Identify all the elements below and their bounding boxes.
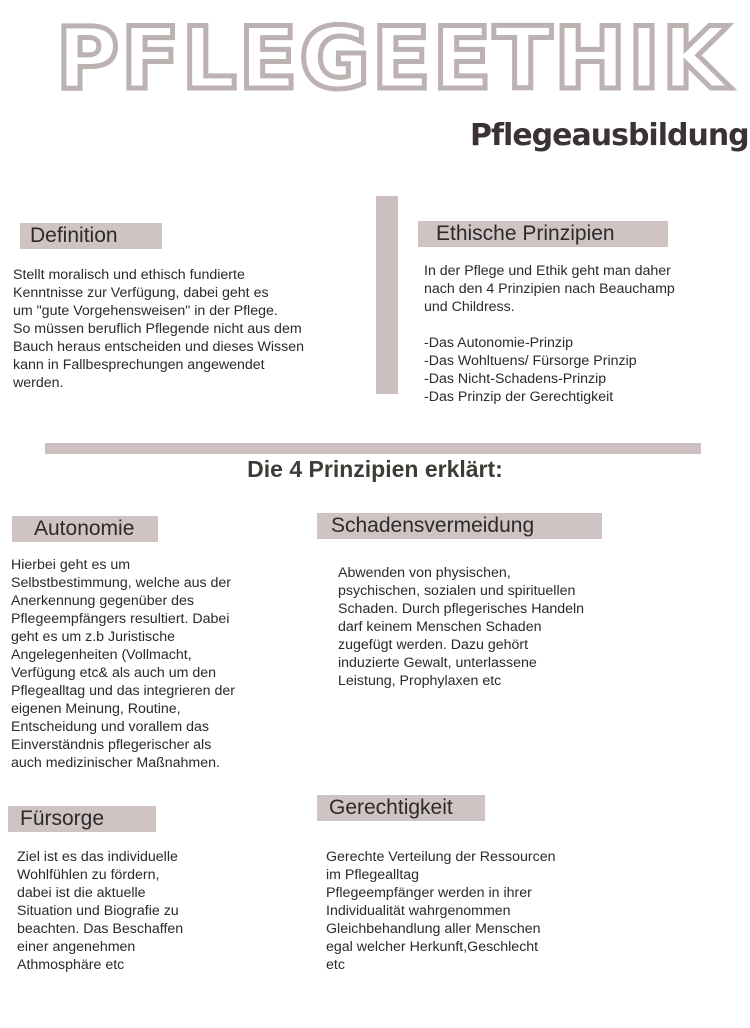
- text-line: einer angenehmen: [17, 939, 136, 955]
- text-line: In der Pflege und Ethik geht man daher: [424, 263, 671, 279]
- text-line: zugefügt werden. Dazu gehört: [338, 637, 529, 653]
- text-line: Angelegenheiten (Vollmacht,: [11, 647, 192, 663]
- text-line: kann in Fallbesprechungen angewendet: [13, 357, 265, 373]
- text-line: Gerechte Verteilung der Ressourcen: [326, 849, 556, 865]
- list-item: -Das Autonomie-Prinzip: [424, 335, 574, 351]
- text-line: Pflegeempfänger werden in ihrer: [326, 885, 532, 901]
- list-item: -Das Nicht-Schadens-Prinzip: [424, 371, 607, 387]
- text-line: Leistung, Prophylaxen etc: [338, 673, 502, 689]
- text-line: Abwenden von physischen,: [338, 565, 511, 581]
- text-line: eigenen Meinung, Routine,: [11, 701, 181, 717]
- autonomie-text: [11, 556, 301, 772]
- gerechtigkeit-text: [326, 848, 626, 974]
- list-item: -Das Prinzip der Gerechtigkeit: [424, 389, 614, 405]
- text-line: im Pflegealltag: [326, 867, 420, 883]
- gerechtigkeit-label: Gerechtigkeit: [317, 795, 485, 821]
- text-line: Einverständnis pflegerischer als: [11, 737, 212, 753]
- fuersorge-label: Fürsorge: [8, 806, 156, 832]
- schaden-label: Schadensvermeidung: [317, 513, 602, 539]
- text-line: Selbstbestimmung, welche aus der: [11, 575, 232, 591]
- text-line: auch medizinischer Maßnahmen.: [11, 755, 220, 771]
- page-subtitle: Pflegeausbildung: [470, 118, 749, 153]
- text-line: geht es um z.b Juristische: [11, 629, 176, 645]
- text-line: um "gute Vorgehensweisen" in der Pflege.: [13, 303, 278, 319]
- text-line: egal welcher Herkunft,Geschlecht: [326, 939, 539, 955]
- list-item: -Das Wohltuens/ Fürsorge Prinzip: [424, 353, 637, 369]
- vertical-divider: [376, 196, 398, 394]
- text-line: beachten. Das Beschaffen: [17, 921, 184, 937]
- text-line: Situation und Biografie zu: [17, 903, 179, 919]
- text-line: psychischen, sozialen und spirituellen: [338, 583, 576, 599]
- text-line: darf keinem Menschen Schaden: [338, 619, 542, 635]
- text-line: Bauch heraus entscheiden und dieses Wissen: [13, 339, 305, 355]
- text-line: Individualität wahrgenommen: [326, 903, 511, 919]
- text-line: Hierbei geht es um: [11, 557, 131, 573]
- text-line: So müssen beruflich Pflegende nicht aus dem: [13, 321, 302, 337]
- definition-text: [13, 266, 343, 392]
- text-line: Pflegeempfängers resultiert. Dabei: [11, 611, 230, 627]
- text-line: dabei ist die aktuelle: [17, 885, 146, 901]
- definition-label: Definition: [20, 223, 162, 249]
- text-line: Entscheidung und vorallem das: [11, 719, 209, 735]
- text-line: Schaden. Durch pflegerisches Handeln: [338, 601, 585, 617]
- section-heading: Die 4 Prinzipien erklärt:: [247, 456, 503, 482]
- text-line: werden.: [13, 375, 64, 391]
- horizontal-divider: [45, 443, 701, 454]
- text-line: Athmosphäre etc: [17, 957, 125, 973]
- text-line: Wohlfühlen zu fördern,: [17, 867, 160, 883]
- text-line: Verfügung etc& als auch um den: [11, 665, 217, 681]
- schaden-text: [338, 564, 638, 690]
- ethics-label: Ethische Prinzipien: [418, 221, 668, 247]
- text-line: etc: [326, 957, 345, 973]
- text-line: nach den 4 Prinzipien nach Beauchamp: [424, 281, 675, 297]
- text-line: Gleichbehandlung aller Menschen: [326, 921, 541, 937]
- text-line: Kenntnisse zur Verfügung, dabei geht es: [13, 285, 269, 301]
- ethics-list: [424, 334, 724, 406]
- text-line: induzierte Gewalt, unterlassene: [338, 655, 537, 671]
- page-title: PFLEGEETHIK: [56, 9, 731, 109]
- text-line: Pflegealltag und das integrieren der: [11, 683, 236, 699]
- ethics-text: [424, 262, 724, 316]
- fuersorge-text: [17, 848, 267, 974]
- text-line: Ziel ist es das individuelle: [17, 849, 178, 865]
- text-line: Stellt moralisch und ethisch fundierte: [13, 267, 245, 283]
- text-line: und Childress.: [424, 299, 515, 315]
- text-line: Anerkennung gegenüber des: [11, 593, 195, 609]
- autonomie-label: Autonomie: [12, 516, 158, 542]
